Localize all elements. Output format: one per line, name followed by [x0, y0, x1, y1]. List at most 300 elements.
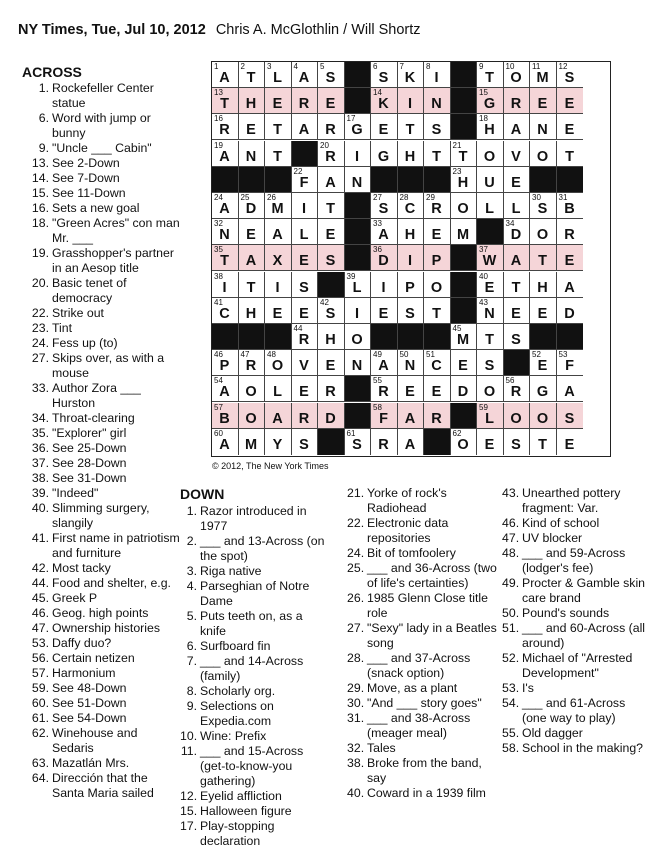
- clue-number: 44 .: [22, 576, 49, 591]
- cell-letter: O: [536, 227, 549, 244]
- grid-block: [424, 167, 451, 193]
- grid-block: [504, 350, 531, 376]
- clue-item: [22, 441, 182, 456]
- clue-item: [22, 651, 182, 666]
- clue-number: 15 .: [180, 804, 197, 819]
- clue-text: Most tacky: [52, 561, 111, 575]
- clue-number: 42 .: [22, 561, 49, 576]
- cell-letter: L: [485, 201, 495, 217]
- grid-cell: [292, 167, 319, 193]
- cell-letter: F: [379, 410, 389, 427]
- cell-letter: N: [404, 358, 416, 375]
- cell-letter: A: [404, 410, 416, 427]
- cell-letter: R: [325, 122, 337, 139]
- grid-block: [530, 324, 557, 350]
- cell-letter: C: [404, 201, 416, 217]
- clue-item: [22, 591, 182, 606]
- cell-letter: O: [510, 70, 523, 86]
- clue-number: 3 .: [180, 564, 197, 579]
- clue-number: 8 .: [180, 684, 197, 699]
- grid-cell: [239, 88, 266, 114]
- clue-item: [180, 579, 330, 609]
- grid-cell: [557, 350, 584, 376]
- cell-number: 44: [293, 324, 303, 333]
- clue-item: [347, 486, 497, 516]
- grid-cell: [212, 272, 239, 298]
- clue-item: [502, 681, 652, 696]
- grid-cell: [477, 193, 504, 219]
- clue-item: [502, 576, 652, 606]
- cell-letter: S: [511, 332, 522, 348]
- grid-cell: [477, 114, 504, 140]
- clue-number: 9 .: [22, 141, 49, 156]
- clue-text: Play-stopping declaration: [200, 819, 275, 848]
- clue-number: 36 .: [22, 441, 49, 456]
- clue-number: 55 .: [502, 726, 519, 741]
- clue-number: 6 .: [180, 639, 197, 654]
- cell-letter: E: [484, 279, 495, 296]
- grid-cell: [477, 376, 504, 402]
- clue-item: [22, 471, 182, 486]
- clue-text: Fess up (to): [52, 336, 118, 350]
- clue-number: 51 .: [502, 621, 519, 636]
- cell-letter: E: [405, 384, 416, 401]
- grid-cell: [318, 324, 345, 350]
- grid-cell: [292, 429, 319, 455]
- cell-letter: A: [510, 122, 522, 139]
- grid-cell: [451, 429, 478, 455]
- cell-letter: T: [485, 70, 495, 86]
- cell-number: 43: [479, 297, 488, 307]
- cell-letter: N: [351, 174, 363, 191]
- grid-cell: [292, 114, 319, 140]
- clue-item: [347, 651, 497, 681]
- grid-cell: [318, 141, 345, 167]
- cell-letter: A: [272, 227, 284, 244]
- cell-letter: W: [482, 253, 497, 270]
- clue-text: Ownership histories: [52, 621, 160, 635]
- cell-letter: T: [246, 279, 256, 296]
- clue-number: 14 .: [22, 171, 49, 186]
- cell-letter: H: [245, 96, 257, 113]
- grid-cell: [424, 88, 451, 114]
- clue-number: 53 .: [502, 681, 519, 696]
- clue-text: "Sexy" lady in a Beatles song: [367, 621, 497, 650]
- clue-text: ___ and 59-Across (lodger's fee): [522, 546, 626, 575]
- grid-block: [451, 245, 478, 271]
- clue-number: 27 .: [22, 351, 49, 366]
- cell-number: 62: [452, 428, 462, 438]
- grid-cell: [451, 141, 478, 167]
- grid-cell: [424, 193, 451, 219]
- cell-letter: B: [564, 201, 576, 217]
- cell-number: 38: [214, 271, 223, 281]
- clue-item: [22, 381, 182, 411]
- grid-cell: [318, 62, 345, 88]
- grid-cell: [239, 245, 266, 271]
- cell-letter: N: [537, 122, 549, 139]
- cell-letter: I: [434, 70, 440, 86]
- grid-cell: [477, 350, 504, 376]
- clue-item: [180, 699, 330, 729]
- cell-letter: X: [272, 253, 283, 270]
- cell-letter: S: [352, 436, 363, 453]
- clue-text: Greek P: [52, 591, 98, 605]
- cell-letter: R: [431, 201, 443, 217]
- cell-number: 39: [346, 271, 356, 281]
- clue-text: See 31-Down: [52, 471, 127, 485]
- grid-block: [292, 141, 319, 167]
- clue-number: 2 .: [180, 534, 197, 549]
- grid-cell: [292, 403, 319, 429]
- cell-letter: T: [405, 122, 415, 139]
- grid-cell: [371, 141, 398, 167]
- grid-block: [345, 62, 372, 88]
- grid-block: [477, 219, 504, 245]
- clue-text: Parseghian of Notre Dame: [200, 579, 310, 608]
- cell-number: 17: [346, 114, 356, 124]
- grid-cell: [292, 219, 319, 245]
- clue-text: Mazatlán Mrs.: [52, 756, 130, 770]
- grid-block: [557, 324, 584, 350]
- clue-text: First name in patriotism and furniture: [52, 531, 180, 560]
- grid-cell: [345, 114, 372, 140]
- grid-cell: [318, 193, 345, 219]
- cell-number: 35: [214, 245, 223, 255]
- clue-item: [502, 531, 652, 546]
- cell-letter: M: [244, 436, 258, 453]
- clue-item: [180, 744, 330, 789]
- cell-letter: R: [378, 436, 390, 453]
- grid-cell: [477, 272, 504, 298]
- grid-block: [398, 324, 425, 350]
- clue-number: 6 .: [22, 111, 49, 126]
- clue-text: I's: [522, 681, 534, 695]
- clue-number: 23 .: [22, 321, 49, 336]
- grid-cell: [557, 376, 584, 402]
- cell-letter: E: [246, 122, 257, 139]
- grid-block: [345, 376, 372, 402]
- clue-text: ___ and 36-Across (two of life's certainties): [367, 561, 497, 590]
- cell-number: 33: [373, 219, 382, 229]
- cell-letter: T: [273, 148, 283, 165]
- clue-item: [22, 726, 182, 756]
- cell-letter: G: [483, 96, 496, 113]
- grid-cell: [371, 376, 398, 402]
- grid-cell: [292, 62, 319, 88]
- clue-text: Unearthed pottery fragment: Var.: [522, 486, 621, 515]
- grid-cell: [451, 324, 478, 350]
- clue-number: 46 .: [22, 606, 49, 621]
- clue-item: [347, 756, 497, 786]
- clue-item: [22, 621, 182, 636]
- grid-cell: [557, 62, 584, 88]
- grid-block: [530, 167, 557, 193]
- clue-text: Food and shelter, e.g.: [52, 576, 171, 590]
- cell-letter: H: [484, 122, 496, 139]
- clue-item: [22, 426, 182, 441]
- cell-letter: A: [325, 174, 337, 191]
- clue-text: Throat-clearing: [52, 411, 135, 425]
- cell-letter: G: [351, 122, 364, 139]
- cell-letter: O: [245, 410, 258, 427]
- clue-item: [22, 276, 182, 306]
- grid-cell: [371, 114, 398, 140]
- clue-text: Move, as a plant: [367, 681, 458, 695]
- clue-number: 41 .: [22, 531, 49, 546]
- grid-block: [451, 272, 478, 298]
- grid-block: [451, 114, 478, 140]
- clue-number: 26 .: [347, 591, 364, 606]
- grid-cell: [371, 272, 398, 298]
- across-clues-section: [22, 64, 182, 801]
- cell-letter: T: [485, 332, 495, 348]
- clue-item: [180, 504, 330, 534]
- grid-cell: [318, 219, 345, 245]
- grid-cell: [292, 376, 319, 402]
- grid-cell: [557, 114, 584, 140]
- grid-cell: [318, 403, 345, 429]
- clue-number: 46 .: [502, 516, 519, 531]
- cell-letter: I: [381, 279, 387, 296]
- grid-cell: [530, 62, 557, 88]
- clue-text: ___ and 13-Across (on the spot): [200, 534, 325, 563]
- clue-number: 24 .: [347, 546, 364, 561]
- grid-cell: [504, 429, 531, 455]
- cell-number: 29: [426, 193, 435, 202]
- grid-block: [451, 88, 478, 114]
- cell-letter: E: [537, 358, 548, 375]
- clue-text: Tint: [52, 321, 73, 335]
- grid-cell: [265, 114, 292, 140]
- grid-cell: [398, 403, 425, 429]
- grid-cell: [557, 272, 584, 298]
- grid-cell: [265, 429, 292, 455]
- grid-cell: [345, 324, 372, 350]
- cell-number: 56: [505, 376, 515, 386]
- grid-cell: [504, 245, 531, 271]
- cell-letter: A: [564, 279, 576, 296]
- clue-number: 60 .: [22, 696, 49, 711]
- cell-letter: E: [272, 305, 283, 322]
- grid-cell: [398, 62, 425, 88]
- grid-cell: [530, 219, 557, 245]
- clue-text: ___ and 37-Across (snack option): [367, 651, 471, 680]
- clue-text: UV blocker: [522, 531, 583, 545]
- clue-number: 54 .: [502, 696, 519, 711]
- cell-letter: O: [483, 148, 496, 165]
- clue-number: 21 .: [347, 486, 364, 501]
- clue-number: 52 .: [502, 651, 519, 666]
- clue-text: See 7-Down: [52, 171, 120, 185]
- clue-text: Skips over, as with a mouse: [52, 351, 165, 380]
- cell-letter: A: [404, 436, 416, 453]
- clue-number: 22 .: [347, 516, 364, 531]
- grid-cell: [265, 88, 292, 114]
- grid-cell: [477, 403, 504, 429]
- cell-letter: L: [352, 279, 362, 296]
- grid-cell: [504, 298, 531, 324]
- grid-cell: [292, 272, 319, 298]
- grid-cell: [451, 167, 478, 193]
- clue-item: [180, 609, 330, 639]
- grid-cell: [451, 376, 478, 402]
- cell-letter: O: [271, 358, 284, 375]
- grid-cell: [318, 350, 345, 376]
- cell-number: 10: [505, 62, 515, 71]
- clue-number: 12 .: [180, 789, 197, 804]
- cell-number: 45: [452, 324, 462, 333]
- cell-letter: R: [245, 358, 257, 375]
- grid-cell: [504, 193, 531, 219]
- cell-letter: D: [510, 227, 522, 244]
- clue-item: [22, 81, 182, 111]
- cell-letter: E: [564, 436, 575, 453]
- grid-cell: [398, 350, 425, 376]
- cell-number: 57: [214, 402, 223, 412]
- cell-letter: I: [354, 148, 360, 165]
- clue-number: 24 .: [22, 336, 49, 351]
- cell-letter: H: [325, 332, 337, 348]
- grid-cell: [212, 350, 239, 376]
- grid-cell: [477, 62, 504, 88]
- grid-cell: [265, 272, 292, 298]
- grid-cell: [265, 403, 292, 429]
- clue-number: 43 .: [502, 486, 519, 501]
- clue-number: 47 .: [502, 531, 519, 546]
- grid-cell: [345, 167, 372, 193]
- cell-letter: H: [457, 174, 469, 191]
- grid-cell: [557, 403, 584, 429]
- cell-letter: C: [219, 305, 231, 322]
- cell-letter: A: [298, 122, 310, 139]
- grid-cell: [265, 376, 292, 402]
- clue-number: 1 .: [22, 81, 49, 96]
- cell-number: 58: [373, 402, 382, 412]
- grid-block: [318, 272, 345, 298]
- cell-letter: E: [431, 384, 442, 401]
- cell-letter: R: [378, 384, 390, 401]
- clue-item: [180, 789, 330, 804]
- grid-block: [345, 245, 372, 271]
- cell-letter: R: [325, 384, 337, 401]
- cell-letter: T: [565, 148, 575, 165]
- cell-number: 20: [320, 140, 329, 150]
- grid-cell: [398, 219, 425, 245]
- grid-cell: [530, 376, 557, 402]
- clue-number: 7 .: [180, 654, 197, 669]
- cell-letter: D: [245, 201, 257, 217]
- cell-letter: A: [378, 358, 390, 375]
- clue-item: [502, 741, 652, 756]
- clue-item: [180, 534, 330, 564]
- cell-letter: A: [219, 148, 231, 165]
- cell-letter: R: [298, 332, 310, 348]
- cell-letter: F: [299, 174, 309, 191]
- cell-letter: H: [404, 227, 416, 244]
- clue-text: Word with jump or bunny: [52, 111, 151, 140]
- clue-item: [22, 336, 182, 351]
- grid-cell: [504, 141, 531, 167]
- clue-text: ___ and 15-Across (get-to-know-you gathering): [200, 744, 304, 788]
- cell-letter: D: [564, 305, 576, 322]
- cell-number: 54: [214, 376, 223, 386]
- cell-letter: O: [457, 436, 470, 453]
- grid-block: [451, 403, 478, 429]
- grid-cell: [371, 219, 398, 245]
- cell-number: 40: [479, 271, 488, 281]
- clue-number: 47 .: [22, 621, 49, 636]
- grid-cell: [265, 219, 292, 245]
- grid-cell: [530, 350, 557, 376]
- clue-text: Old dagger: [522, 726, 583, 740]
- clue-text: Scholarly org.: [200, 684, 276, 698]
- cell-letter: G: [536, 384, 549, 401]
- cell-letter: V: [299, 358, 310, 375]
- cell-letter: R: [564, 227, 576, 244]
- clue-item: [347, 741, 497, 756]
- puzzle-authors: Chris A. McGlothlin / Will Shortz: [215, 22, 421, 38]
- cell-letter: R: [298, 410, 310, 427]
- cell-letter: P: [405, 279, 416, 296]
- cell-number: 7: [399, 62, 404, 71]
- cell-letter: O: [483, 384, 496, 401]
- cell-letter: C: [431, 358, 443, 375]
- clue-item: [22, 696, 182, 711]
- cell-number: 16: [214, 114, 223, 124]
- grid-cell: [557, 141, 584, 167]
- grid-block: [424, 324, 451, 350]
- cell-letter: T: [273, 122, 283, 139]
- cell-letter: T: [246, 70, 256, 86]
- grid-cell: [318, 298, 345, 324]
- clue-number: 63 .: [22, 756, 49, 771]
- cell-letter: S: [325, 70, 336, 86]
- cell-letter: H: [245, 305, 257, 322]
- clue-item: [347, 621, 497, 651]
- grid-cell: [212, 62, 239, 88]
- grid-cell: [451, 219, 478, 245]
- clue-item: [347, 546, 497, 561]
- cell-letter: L: [273, 70, 283, 86]
- clue-item: [180, 564, 330, 579]
- clue-number: 1 .: [180, 504, 197, 519]
- clue-text: "Explorer" girl: [52, 426, 127, 440]
- cell-letter: S: [405, 305, 416, 322]
- cell-number: 27: [373, 193, 382, 202]
- grid-cell: [530, 114, 557, 140]
- grid-cell: [477, 324, 504, 350]
- clue-text: Strike out: [52, 306, 104, 320]
- cell-number: 46: [214, 350, 223, 360]
- clue-number: 45 .: [22, 591, 49, 606]
- cell-number: 55: [373, 376, 382, 386]
- clue-text: ___ and 61-Across (one way to play): [522, 696, 626, 725]
- clue-number: 13 .: [22, 156, 49, 171]
- cell-number: 12: [558, 62, 568, 71]
- clue-item: [502, 726, 652, 741]
- clue-text: School in the making?: [522, 741, 643, 755]
- cell-number: 26: [267, 193, 276, 202]
- grid-cell: [477, 88, 504, 114]
- grid-cell: [504, 114, 531, 140]
- grid-cell: [424, 62, 451, 88]
- clue-text: Tales: [367, 741, 396, 755]
- grid-cell: [265, 350, 292, 376]
- clue-text: ___ and 14-Across (family): [200, 654, 304, 683]
- grid-cell: [530, 429, 557, 455]
- grid-block: [345, 219, 372, 245]
